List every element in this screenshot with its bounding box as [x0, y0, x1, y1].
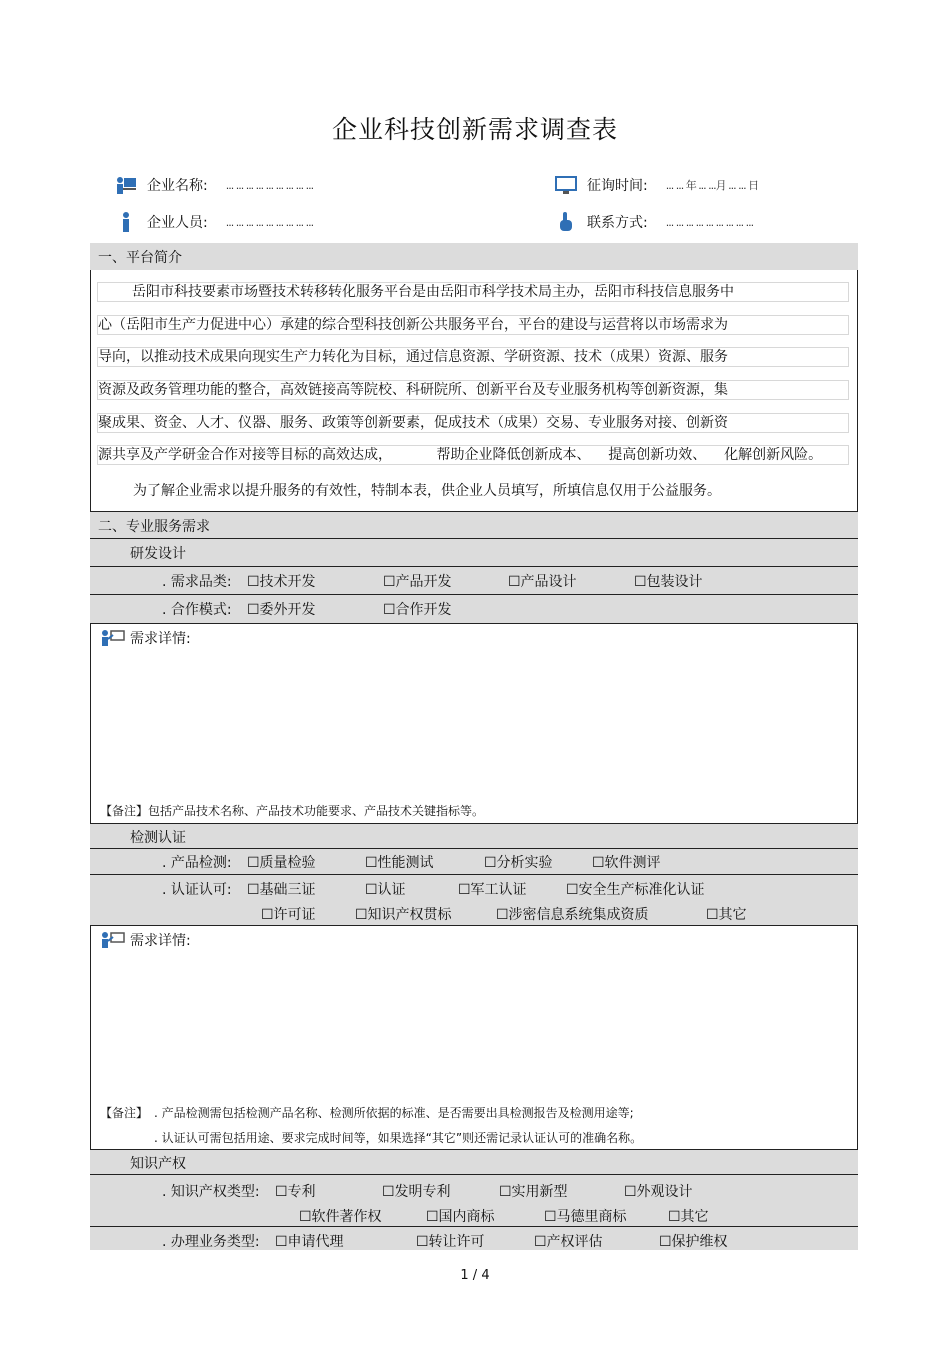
- checkbox-product-design[interactable]: ☐产品设计: [508, 574, 577, 590]
- company-staff-blank[interactable]: ... ... ... ... ... ... ... ... ...: [225, 215, 314, 229]
- checkbox-certification[interactable]: ☐认证: [365, 882, 406, 898]
- intro-line-3: 导向，以推动技术成果向现实生产力转化为目标，通过信息资源、学研资源、技术（成果）资源、服务: [97, 347, 849, 367]
- ip-heading: [90, 1149, 858, 1174]
- intro-purpose: 为了解企业需求以提升服务的有效性，特制本表，供企业人员填写，所填信息仅用于公益服务。: [133, 483, 721, 499]
- checkbox-quality-inspection[interactable]: ☐质量检验: [247, 855, 316, 871]
- ip-type-label: . 知识产权类型:: [162, 1184, 260, 1200]
- business-people-icon: [115, 174, 137, 196]
- company-staff-field: [115, 211, 313, 233]
- checkbox-software-evaluation[interactable]: ☐软件测评: [592, 855, 661, 871]
- checkbox-product-dev[interactable]: ☐产品开发: [383, 574, 452, 590]
- intro-line-5: 聚成果、资金、人才、仪器、服务、政策等创新要素，促成技术（成果）交易、专业服务对接、创新资: [97, 413, 849, 433]
- section-heading: 二、专业服务需求: [98, 519, 210, 535]
- ip-business-row: [90, 1226, 858, 1250]
- checkbox-tech-dev[interactable]: ☐技术开发: [247, 574, 316, 590]
- testing-note-prefix: 【备注】: [100, 1106, 149, 1120]
- intro-line-6: 源共享及产学研金合作对接等目标的高效达成， 帮助企业降低创新成本、 提高创新功效、 化解创新风险。: [97, 445, 849, 465]
- certification-row: [90, 874, 858, 925]
- checkbox-domestic-trademark[interactable]: ☐国内商标: [426, 1209, 495, 1225]
- checkbox-rights-protection[interactable]: ☐保护维权: [659, 1234, 728, 1250]
- section-service-demand-heading: [90, 511, 858, 538]
- checkbox-utility-model[interactable]: ☐实用新型: [499, 1184, 568, 1200]
- checkbox-package-design[interactable]: ☐包装设计: [634, 574, 703, 590]
- checkbox-ip-standard[interactable]: ☐知识产权贯标: [355, 907, 452, 923]
- section-platform-intro-heading: [90, 243, 858, 270]
- subsection-heading: 研发设计: [130, 546, 186, 562]
- checkbox-invention-patent[interactable]: ☐发明专利: [382, 1184, 451, 1200]
- product-testing-row: [90, 848, 858, 874]
- checkbox-license[interactable]: ☐许可证: [261, 907, 316, 923]
- checkbox-safety-standard-cert[interactable]: ☐安全生产标准化认证: [566, 882, 705, 898]
- contact-label: 联系方式:: [587, 215, 648, 231]
- page-title: 企业科技创新需求调查表: [331, 115, 618, 144]
- checkbox-basic-three-certs[interactable]: ☐基础三证: [247, 882, 316, 898]
- checkbox-design-patent[interactable]: ☐外观设计: [624, 1184, 693, 1200]
- rd-detail-box[interactable]: [90, 623, 858, 823]
- person-icon: [115, 211, 137, 233]
- checkbox-transfer-license[interactable]: ☐转让许可: [416, 1234, 485, 1250]
- testing-note-line-1: . 产品检测需包括检测产品名称、检测所依据的标准、是否需要出具检测报告及检测用途等;: [154, 1106, 634, 1120]
- checkbox-madrid-trademark[interactable]: ☐马德里商标: [544, 1209, 627, 1225]
- ip-type-row: [90, 1174, 858, 1226]
- testing-note-line-2: . 认证认可需包括用途、要求完成时间等，如果选择“其它”则还需记录认证认可的准确名称。: [154, 1131, 643, 1145]
- intro-line-1: 岳阳市科技要素市场暨技术转移转化服务平台是由岳阳市科学技术局主办，岳阳市科技信息服务中: [97, 282, 849, 302]
- company-name-field: [115, 174, 313, 196]
- checkbox-other-cert[interactable]: ☐其它: [706, 907, 747, 923]
- checkbox-other-ip[interactable]: ☐其它: [668, 1209, 709, 1225]
- ip-business-label: . 办理业务类型:: [162, 1234, 260, 1250]
- company-name-blank[interactable]: ... ... ... ... ... ... ... ... ...: [225, 178, 314, 192]
- intro-line-4: 资源及政务管理功能的整合，高效链接高等院校、科研院所、创新平台及专业服务机构等创新资源，集: [97, 380, 849, 400]
- inquiry-time-field: [555, 174, 758, 196]
- page-number: 1 / 4: [460, 1268, 490, 1283]
- checkbox-military-cert[interactable]: ☐军工认证: [458, 882, 527, 898]
- section-heading: 一、平台简介: [98, 250, 182, 266]
- rd-heading: [90, 538, 858, 566]
- checkbox-analysis-experiment[interactable]: ☐分析实验: [484, 855, 553, 871]
- certification-label: . 认证认可:: [162, 882, 232, 898]
- contact-blank[interactable]: ... ... ... ... ... ... ... ... ...: [665, 215, 754, 229]
- rd-mode-row: [90, 594, 858, 623]
- rd-note: 【备注】包括产品技术名称、产品技术功能要求、产品技术关键指标等。: [100, 804, 485, 818]
- checkbox-patent[interactable]: ☐专利: [275, 1184, 316, 1200]
- product-testing-label: . 产品检测:: [162, 855, 232, 871]
- checkbox-application-agency[interactable]: ☐申请代理: [275, 1234, 344, 1250]
- contact-field: [555, 211, 753, 233]
- rd-category-label: . 需求品类:: [162, 574, 232, 590]
- inquiry-time-label: 征询时间:: [587, 178, 648, 194]
- testing-detail-box[interactable]: [90, 925, 858, 1149]
- subsection-heading: 检测认证: [130, 830, 186, 846]
- detail-label: 需求详情:: [130, 631, 191, 647]
- monitor-icon: [555, 174, 577, 196]
- testing-heading: [90, 823, 858, 848]
- checkbox-joint-dev[interactable]: ☐合作开发: [383, 602, 452, 618]
- checkbox-ip-valuation[interactable]: ☐产权评估: [534, 1234, 603, 1250]
- subsection-heading: 知识产权: [130, 1156, 186, 1172]
- rd-mode-label: . 合作模式:: [162, 602, 232, 618]
- checkbox-software-copyright[interactable]: ☐软件著作权: [299, 1209, 382, 1225]
- checkbox-classified-info-qualification[interactable]: ☐涉密信息系统集成资质: [496, 907, 649, 923]
- checkbox-performance-test[interactable]: ☐性能测试: [365, 855, 434, 871]
- presenter-icon: [100, 931, 126, 949]
- detail-label: 需求详情:: [130, 933, 191, 949]
- presenter-icon: [100, 629, 126, 647]
- pointing-hand-icon: [555, 211, 577, 233]
- inquiry-time-blank[interactable]: ... ... 年 ... ...月 ... ... 日: [665, 179, 759, 192]
- company-name-label: 企业名称:: [147, 178, 208, 194]
- rd-category-row: [90, 566, 858, 594]
- intro-line-2: 心（岳阳市生产力促进中心）承建的综合型科技创新公共服务平台，平台的建设与运营将以市场需求为: [97, 315, 849, 335]
- company-staff-label: 企业人员:: [147, 215, 208, 231]
- checkbox-outsourced-dev[interactable]: ☐委外开发: [247, 602, 316, 618]
